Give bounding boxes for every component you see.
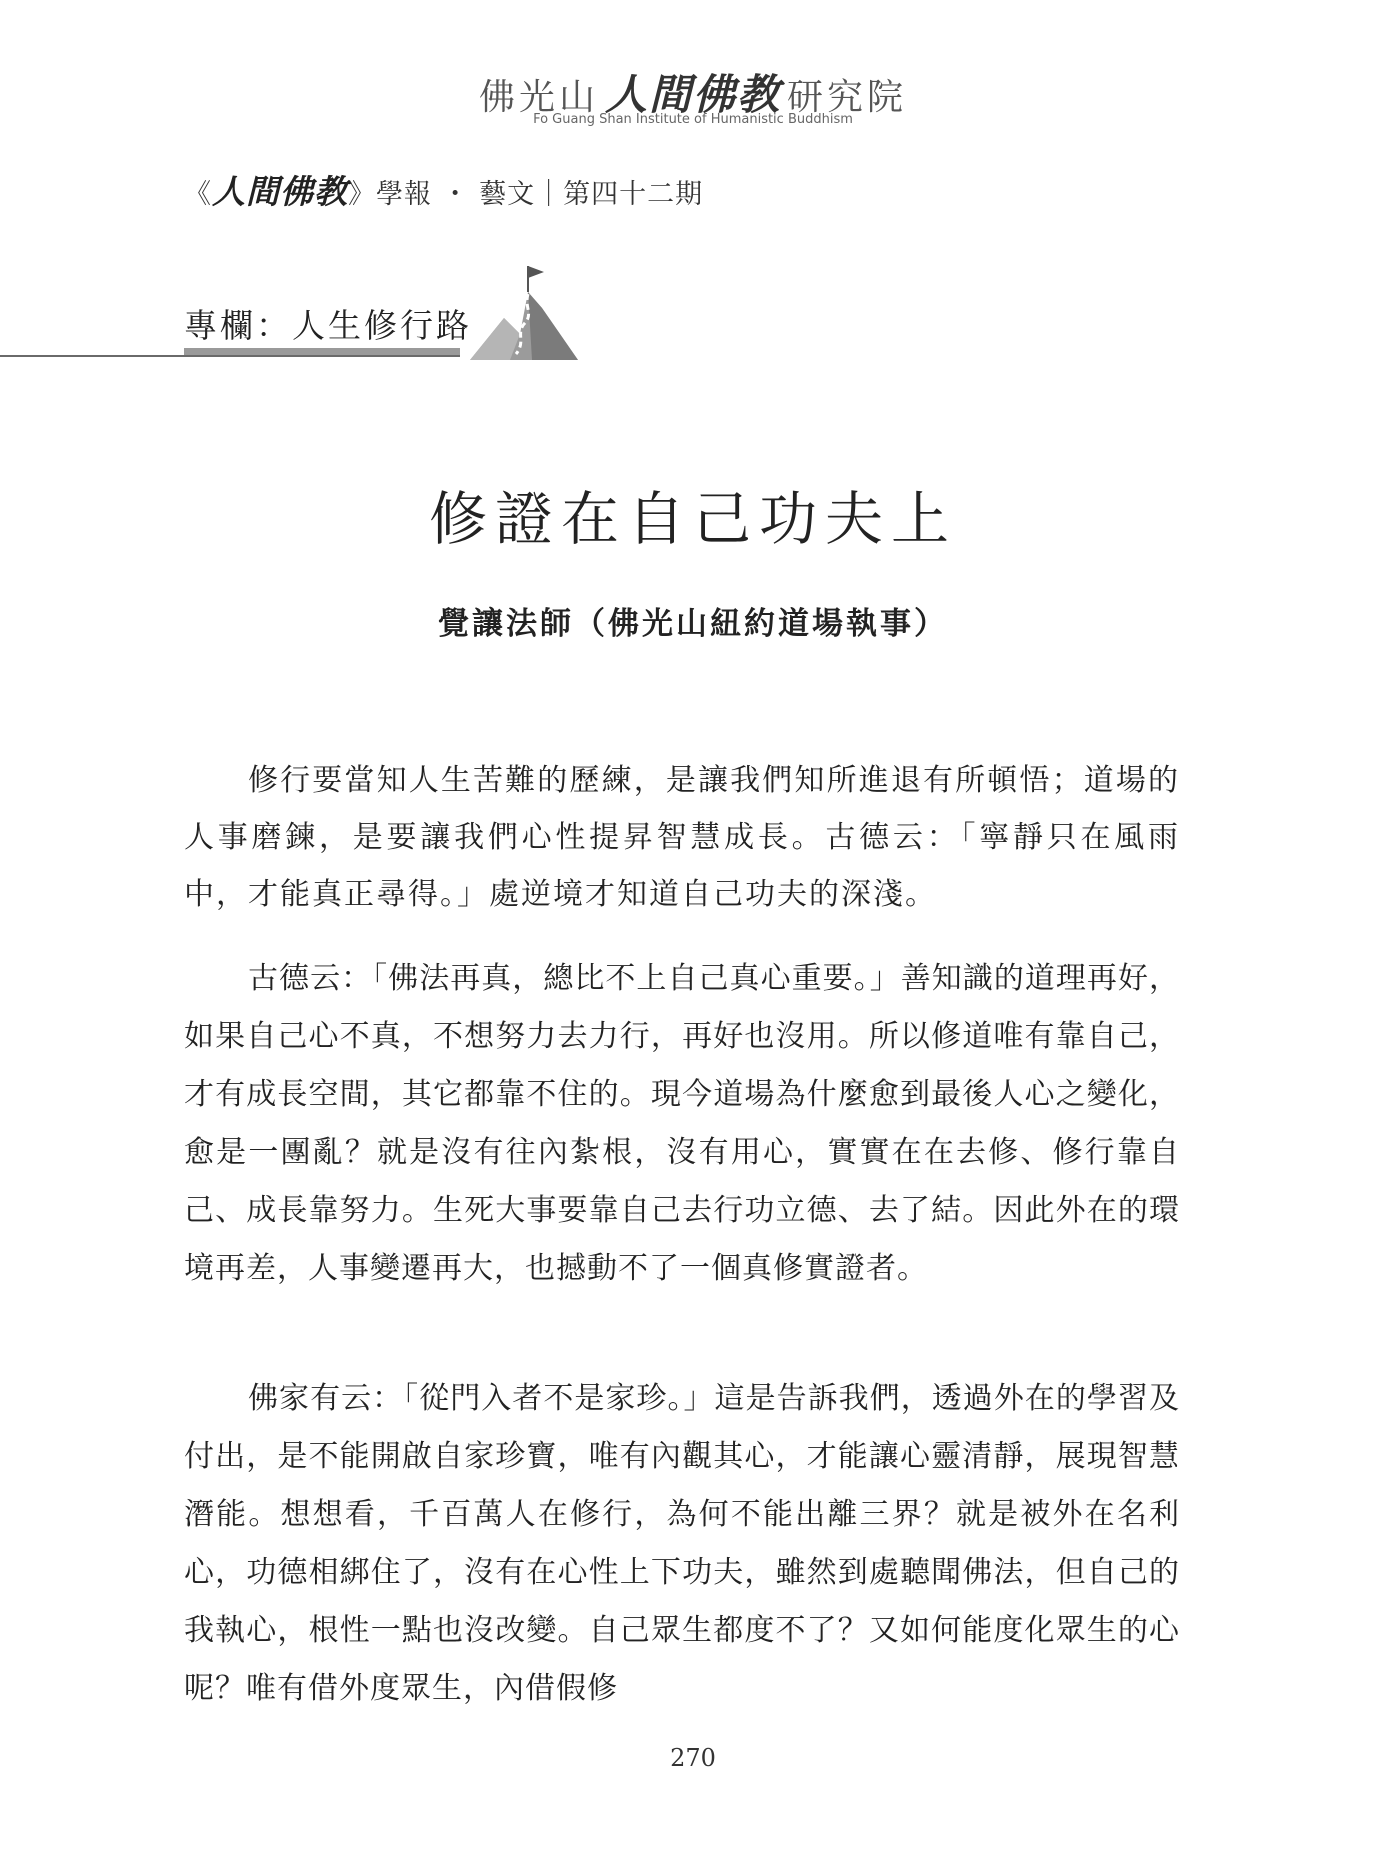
body-paragraph-3: 佛家有云：「從門入者不是家珍。」這是告訴我們，透過外在的學習及付出，是不能開啟自家珍寶，唯有內觀其心，才能讓心靈清靜，展現智慧潛能。想想看，千百萬人在修行，為何不能出離三界？就是被外在名利心，功德相綁住了，沒有在心性上下功夫，雖然到處聽聞佛法，但自己的我執心，根性一點也沒改變。自己眾生都度不了？又如何能度化眾生的心呢？唯有借外度眾生，內借假修: [184, 1381, 1180, 1706]
institute-suffix: 研究院: [787, 77, 908, 118]
institute-english-name: Fo Guang Shan Institute of Humanistic Buddhism: [533, 112, 853, 127]
column-divider-thin: [0, 355, 460, 357]
journal-open-bracket: 《: [184, 179, 212, 210]
journal-brand-logo: 人間佛教: [212, 172, 348, 211]
journal-issue-text: 》學報 ・ 藝文｜第四十二期: [348, 179, 704, 210]
page-number: 270: [670, 1744, 716, 1772]
institute-brand-logo: 人間佛教: [604, 70, 781, 119]
body-paragraph-1: 修行要當知人生苦難的歷練，是讓我們知所進退有所頓悟；道場的人事磨鍊，是要讓我們心性提昇智慧成長。古德云：「寧靜只在風雨中，才能真正尋得。」處逆境才知道自己功夫的深淺。: [184, 763, 1180, 912]
institute-prefix: 佛光山: [478, 77, 599, 118]
article-author: 覺讓法師（佛光山紐約道場執事）: [438, 606, 948, 642]
body-paragraph-2: 古德云：「佛法再真，總比不上自己真心重要。」善知識的道理再好，如果自己心不真，不想努力去力行，再好也沒用。所以修道唯有靠自己，才有成長空間，其它都靠不住的。現今道場為什麼愈到最後人心之變化，愈是一團亂？就是沒有往內紮根，沒有用心，實實在在去修、修行靠自己、成長靠努力。生死大事要靠自己去行功立德、去了結。因此外在的環境再差，人事變遷再大，也撼動不了一個真修實證者。: [184, 961, 1180, 1286]
column-divider-thick: [184, 348, 460, 355]
mountain-flag-icon: [470, 262, 580, 362]
journal-running-head: [184, 166, 703, 213]
article-title: 修證在自己功夫上: [428, 485, 957, 553]
column-label: 專欄：人生修行路: [184, 306, 472, 345]
